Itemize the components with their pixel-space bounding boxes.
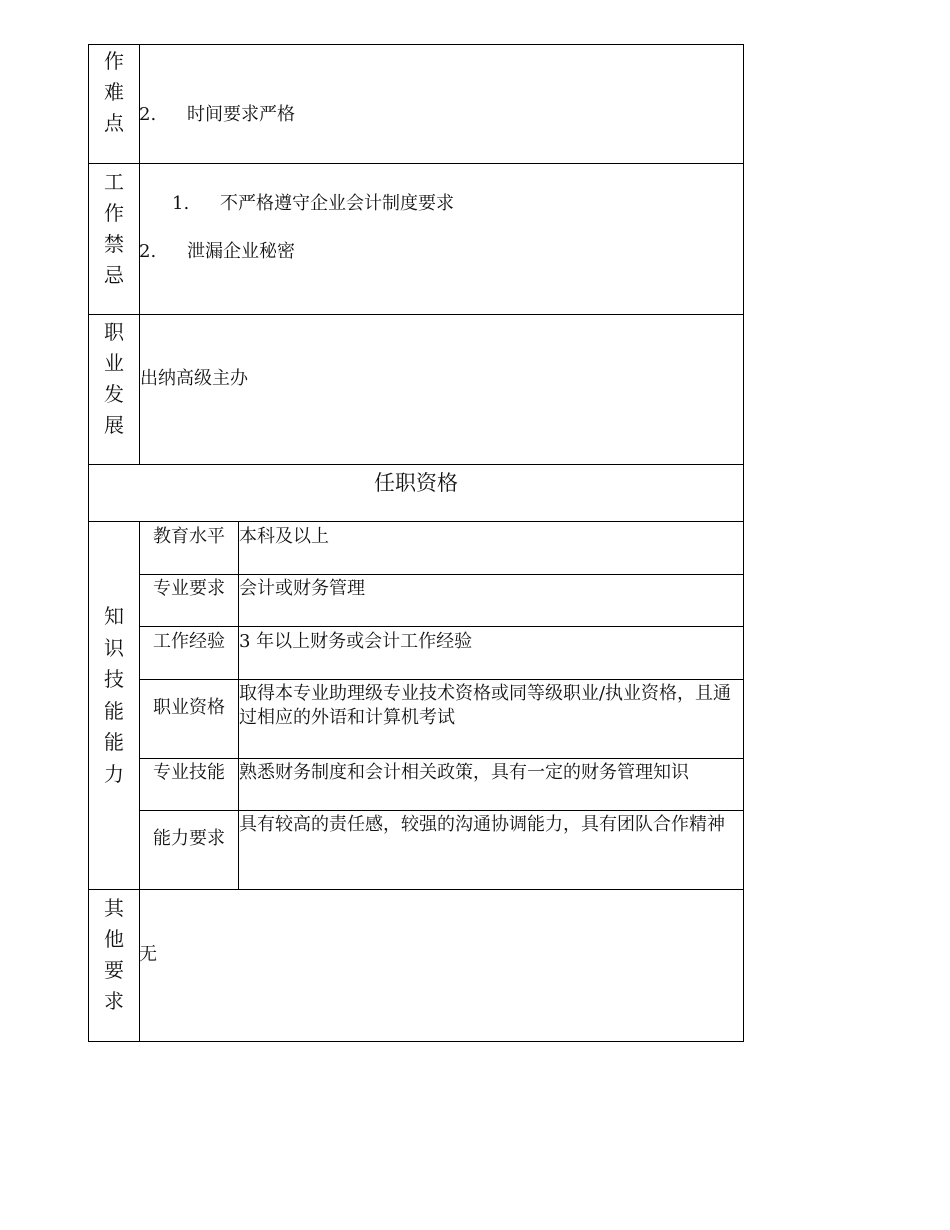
knowledge-skills-label: 知 识 技 能 能 力 [104,604,124,786]
row-divider [88,889,744,890]
professional-qualification-value: 取得本专业助理级专业技术资格或同等级职业/执业资格，且通过相应的外语和计算机考试 [239,683,732,728]
row-divider [88,163,744,164]
professional-skills-label: 专业技能 [153,762,225,783]
work-experience-label: 工作经验 [153,631,225,652]
education-level-value: 本科及以上 [239,526,329,547]
career-development-label: 职 业 发 展 [104,320,124,437]
major-requirement-label: 专业要求 [153,578,225,599]
professional-qualification-label: 职业资格 [153,697,225,718]
row-divider [139,758,744,759]
work-prohibitions-label: 工 作 禁 忌 [104,170,124,287]
row-divider [139,626,744,627]
career-development-value: 出纳高级主办 [140,368,248,389]
row-divider [139,679,744,680]
list-item: 1. 不严格遵守企业会计制度要求 [172,193,454,214]
row-divider [88,314,744,315]
education-level-label: 教育水平 [153,526,225,547]
professional-skills-value: 熟悉财务制度和会计相关政策，具有一定的财务管理知识 [239,762,689,783]
work-experience-value: 3 年以上财务或会计工作经验 [239,631,473,652]
ability-requirement-value: 具有较高的责任感，较强的沟通协调能力，具有团队合作精神 [239,814,725,835]
qualifications-title: 任职资格 [374,471,458,495]
row-divider [139,810,744,811]
major-requirement-value: 会计或财务管理 [239,578,365,599]
other-requirements-label: 其 他 要 求 [104,896,124,1013]
row-divider [139,574,744,575]
other-requirements-value: 无 [139,944,157,965]
row-divider [88,464,744,465]
list-item: 2. 时间要求严格 [139,104,295,125]
list-item: 2. 泄漏企业秘密 [139,241,295,262]
work-difficulties-label: 作 难 点 [104,49,124,135]
row-divider [88,521,744,522]
ability-requirement-label: 能力要求 [153,828,225,849]
